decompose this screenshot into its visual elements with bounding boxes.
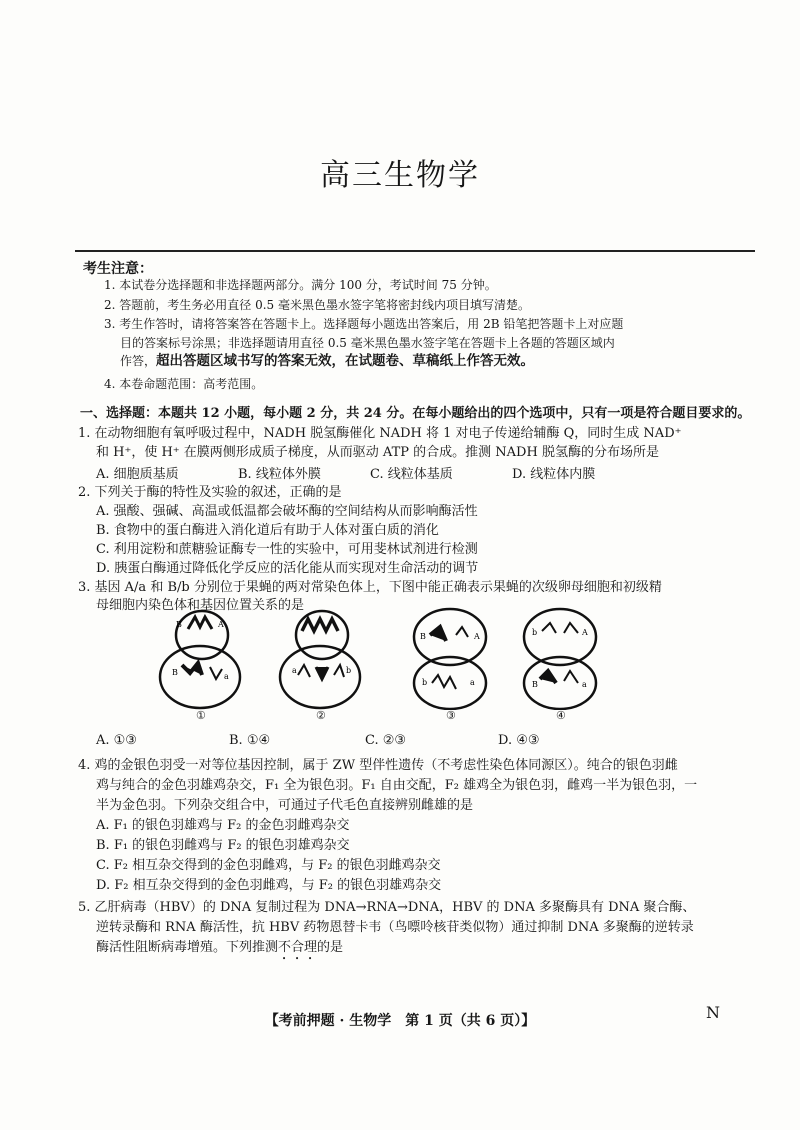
svg-text:b: b [422, 678, 428, 687]
notice-item: 2. 答题前，考生务必用直径 0.5 毫米黑色墨水签字笔将密封线内项目填写清楚。 [104, 298, 530, 312]
dividing-cell-figure-1 [150, 605, 250, 710]
svg-text:B: B [176, 620, 182, 629]
svg-text:B: B [532, 680, 538, 689]
page-title: 高三生物学 [320, 158, 480, 193]
question-1-option: A. 细胞质基质 [96, 467, 179, 482]
question-2-option: B. 食物中的蛋白酶进入消化道后有助于人体对蛋白质的消化 [96, 523, 439, 538]
svg-text:B: B [420, 632, 426, 641]
question-4-option: A. F₁ 的银色羽雄鸡与 F₂ 的金色羽雌鸡杂交 [96, 818, 350, 833]
page-footer: 【考前押题 · 生物学 第 1 页（共 6 页）】 [264, 1013, 536, 1029]
question-1-line: 1. 在动物细胞有氧呼吸过程中，NADH 脱氢酶催化 NADH 将 1 对电子传递给辅酶 Q，同时生成 NAD⁺ [78, 426, 682, 441]
svg-text:a: a [292, 666, 297, 675]
svg-text:A: A [582, 628, 588, 637]
question-4-option: C. F₂ 相互杂交得到的金色羽雌鸡，与 F₂ 的银色羽雌鸡杂交 [96, 858, 441, 873]
question-4-option: B. F₁ 的银色羽雌鸡与 F₂ 的银色羽雄鸡杂交 [96, 838, 350, 853]
figure-label: ① [196, 709, 206, 722]
svg-text:b: b [532, 628, 538, 637]
question-3-option: A. ①③ [96, 733, 137, 748]
question-1-option: B. 线粒体外膜 [238, 467, 321, 482]
notice-item-emphasis: 作答，超出答题区域书写的答案无效，在试题卷、草稿纸上作答无效。 [120, 353, 535, 369]
notice-item: 目的答案标号涂黑；非选择题请用直径 0.5 毫米黑色墨水签字笔在答题卡上各题的答题区域内 [120, 336, 615, 350]
question-5-line: 逆转录酶和 RNA 酶活性，抗 HBV 药物恩替卡韦（鸟嘌呤核苷类似物）通过抑制 DNA 多聚酶的逆转录 [96, 920, 694, 935]
question-5-line: 酶活性阻断病毒增殖。下列推测不合理的是 [96, 940, 344, 955]
dividing-cell-figure-4 [510, 605, 610, 710]
question-3-option: D. ④③ [498, 733, 540, 748]
figure-label: ③ [446, 709, 456, 722]
question-2-stem: 2. 下列关于酶的特性及实验的叙述，正确的是 [78, 485, 342, 500]
dividing-cell-figure-2 [270, 605, 370, 710]
question-4-line: 鸡与纯合的金色羽雄鸡杂交，F₁ 全为银色羽。F₁ 自由交配，F₂ 雄鸡全为银色羽，雌鸡一半为银色羽，一 [96, 778, 698, 793]
emphasis-text: 不合理 [278, 940, 318, 955]
svg-text:a: a [470, 678, 475, 687]
question-1-option: D. 线粒体内膜 [512, 467, 596, 482]
question-3-line: 母细胞内染色体和基因位置关系的是 [96, 598, 305, 613]
corner-mark: N [706, 1003, 720, 1022]
figure-label: ④ [556, 709, 566, 722]
divider [75, 250, 755, 252]
question-4-line: 半为金色羽。下列杂交组合中，可通过子代毛色直接辨别雌雄的是 [96, 798, 474, 813]
svg-text:B: B [172, 668, 178, 677]
question-2-option: C. 利用淀粉和蔗糖验证酶专一性的实验中，可用斐林试剂进行检测 [96, 542, 478, 557]
svg-text:A: A [218, 620, 224, 629]
dividing-cell-figure-3 [400, 605, 500, 710]
section-header: 一、选择题：本题共 12 小题，每小题 2 分，共 24 分。在每小题给出的四个选项中，只有一项是符合题目要求的。 [80, 406, 751, 421]
question-1-line: 和 H⁺，使 H⁺ 在膜两侧形成质子梯度，从而驱动 ATP 的合成。推测 NADH 脱氢酶的分布场所是 [96, 445, 659, 460]
question-3-option: B. ①④ [229, 733, 271, 748]
question-1-option: C. 线粒体基质 [370, 467, 453, 482]
figure-label: ② [316, 709, 326, 722]
question-5-line: 5. 乙肝病毒（HBV）的 DNA 复制过程为 DNA→RNA→DNA，HBV 的 DNA 多聚酶具有 DNA 聚合酶、 [78, 900, 696, 915]
svg-text:a: a [224, 672, 229, 681]
question-4-option: D. F₂ 相互杂交得到的金色羽雌鸡，与 F₂ 的银色羽雄鸡杂交 [96, 878, 442, 893]
notice-item: 3. 考生作答时，请将答案答在答题卡上。选择题每小题选出答案后，用 2B 铅笔把答题卡上对应题 [104, 317, 624, 331]
question-4-line: 4. 鸡的金银色羽受一对等位基因控制，属于 ZW 型伴性遗传（不考虑性染色体同源区）。纯合的银色羽雌 [78, 758, 678, 773]
svg-text:b: b [346, 666, 352, 675]
notice-item: 4. 本卷命题范围：高考范围。 [104, 377, 264, 391]
notice-heading: 考生注意： [83, 261, 153, 277]
svg-text:a: a [582, 680, 587, 689]
question-3-option: C. ②③ [365, 733, 407, 748]
question-2-option: D. 胰蛋白酶通过降低化学反应的活化能从而实现对生命活动的调节 [96, 561, 479, 576]
notice-item: 1. 本试卷分选择题和非选择题两部分。满分 100 分，考试时间 75 分钟。 [104, 278, 497, 292]
svg-text:A: A [474, 632, 480, 641]
question-2-option: A. 强酸、强碱、高温或低温都会破坏酶的空间结构从而影响酶活性 [96, 504, 478, 519]
question-3-line: 3. 基因 A/a 和 B/b 分别位于果蝇的两对常染色体上，下图中能正确表示果蝇的次级卵母细胞和初级精 [78, 580, 662, 595]
